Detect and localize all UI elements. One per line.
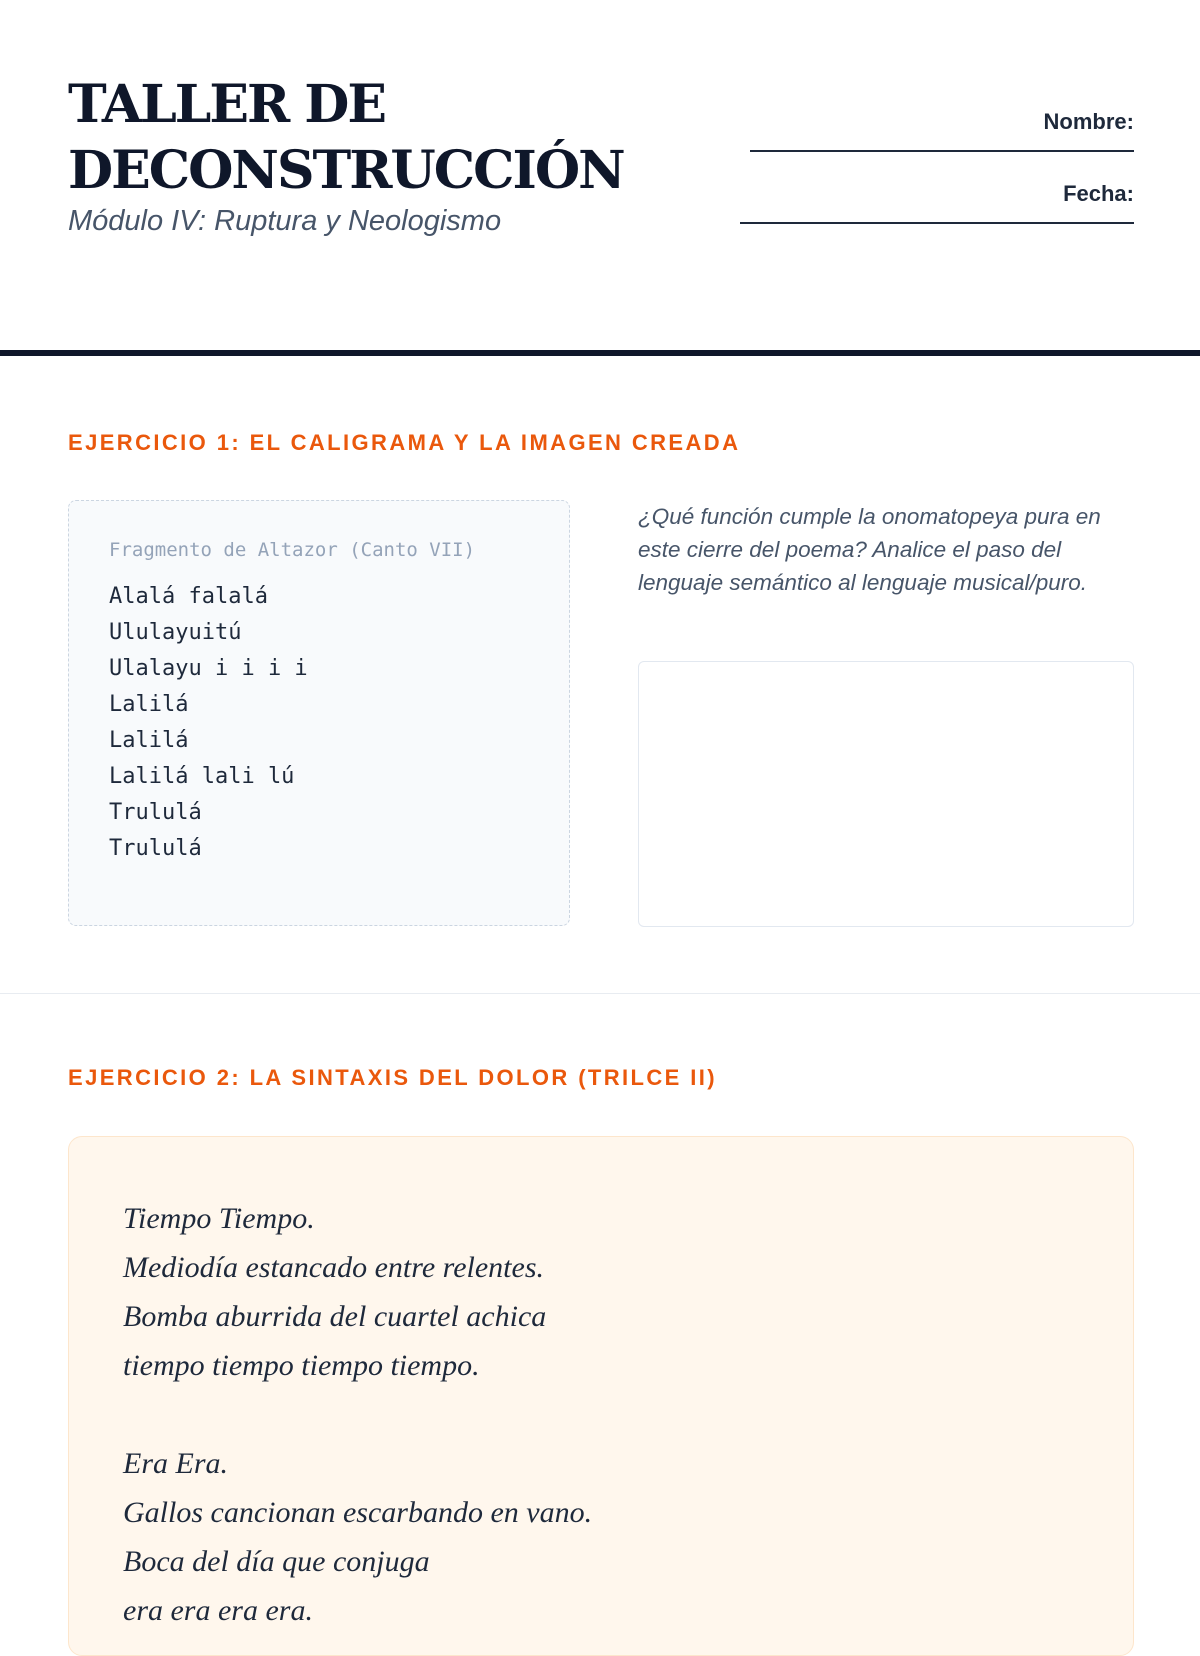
exercise-1-question: ¿Qué función cumple la onomatopeya pura en este cierre del poema? Analice el paso del lenguaje semántico al lenguaje musical/puro. — [638, 504, 1101, 595]
poem-stanza-1 — [123, 1194, 1079, 1390]
name-blank-line[interactable] — [750, 138, 1134, 152]
name-label: Nombre: — [1043, 109, 1134, 134]
poem-verse: Gallos cancionan escarbando en vano. — [123, 1496, 593, 1529]
poem-caption: Fragmento de Altazor (Canto VII) — [109, 539, 476, 561]
student-fields — [714, 106, 1134, 250]
poem-line: Lalilá — [109, 692, 189, 717]
module-subtitle: Módulo IV: Ruptura y Neologismo — [68, 205, 502, 237]
date-blank-line[interactable] — [740, 210, 1134, 224]
section-divider — [0, 993, 1200, 994]
title-line-1: TALLER DE — [68, 74, 386, 135]
poem-line: Lalilá — [109, 728, 189, 753]
poem-verse: Bomba aburrida del cuartel achica — [123, 1300, 547, 1333]
poem-verse: Tiempo Tiempo. — [123, 1202, 315, 1235]
poem-verse: era era era era. — [123, 1594, 313, 1627]
poem-line: Alalá falalá — [109, 584, 268, 609]
poem-line: Trululá — [109, 836, 202, 861]
altazor-poem-box — [68, 500, 570, 926]
title-line-2: DECONSTRUCCIÓN — [68, 140, 624, 201]
poem-stanza-2 — [123, 1439, 1079, 1635]
worksheet-header — [0, 0, 1200, 356]
poem-line: Ululayuitú — [109, 620, 242, 645]
poem-line: Trululá — [109, 800, 202, 825]
poem-line: Ulalayu i i i i — [109, 656, 308, 681]
exercise-1-answer-box[interactable] — [638, 661, 1134, 927]
exercise-2-title: EJERCICIO 2: LA SINTAXIS DEL DOLOR (TRILCE II) — [68, 1065, 718, 1090]
page-title — [68, 72, 708, 204]
date-label: Fecha: — [1063, 181, 1134, 206]
poem-verse: Boca del día que conjuga — [123, 1545, 430, 1578]
exercise-1-title: EJERCICIO 1: EL CALIGRAMA Y LA IMAGEN CREADA — [68, 430, 741, 455]
poem-verse: Era Era. — [123, 1447, 228, 1480]
poem-verse: Mediodía estancado entre relentes. — [123, 1251, 544, 1284]
trilce-poem-box — [68, 1136, 1134, 1656]
poem-line: Lalilá lali lú — [109, 764, 295, 789]
poem-verse: tiempo tiempo tiempo tiempo. — [123, 1349, 480, 1382]
